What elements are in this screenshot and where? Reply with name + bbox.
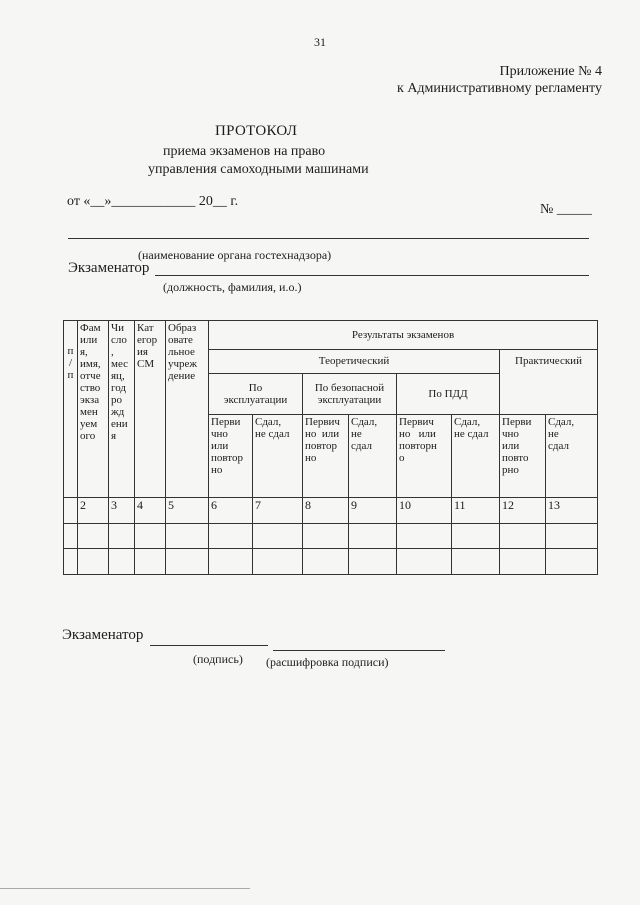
table-cell: 12 (500, 498, 546, 524)
exploitation-header: По эксплуатации (209, 374, 303, 415)
examiner-caption: (должность, фамилия, и.о.) (163, 280, 302, 294)
practical-passed: Сдал, не сдал (546, 414, 598, 498)
col-header-number: п / п (64, 321, 78, 498)
table-cell: 6 (209, 498, 253, 524)
org-line (68, 238, 589, 239)
practical-first-or-repeat: Перви чно или повто рно (500, 414, 546, 498)
safe-exploitation-header: По безопасной эксплуатации (303, 374, 397, 415)
expl-passed: Сдал, не сдал (253, 414, 303, 498)
exam-results-table (63, 320, 598, 575)
safe-passed: Сдал, не сдал (349, 414, 397, 498)
pdd-first-or-repeat: Первич но или повторн о (397, 414, 452, 498)
theoretical-header: Теоретический (209, 349, 500, 373)
protocol-subtitle-1: приема экзаменов на право (163, 144, 326, 159)
appendix-line-1: Приложение № 4 (499, 64, 602, 79)
expl-first-or-repeat: Перви чно или повтор но (209, 414, 253, 498)
org-caption: (наименование органа гостехнадзора) (138, 248, 332, 262)
signature-examiner-label: Экзаменатор (62, 627, 144, 643)
examiner-label: Экзаменатор (68, 260, 150, 276)
results-header: Результаты экзаменов (209, 321, 598, 350)
signature-decode-line (273, 650, 445, 651)
practical-header: Практический (500, 349, 598, 414)
table-cell: 2 (78, 498, 109, 524)
signature-caption: (подпись) (193, 652, 243, 666)
signature-decode-caption: (расшифровка подписи) (266, 655, 389, 669)
signature-line (150, 645, 268, 646)
table-cell: 13 (546, 498, 598, 524)
table-cell (64, 498, 78, 524)
examiner-line (155, 275, 589, 276)
col-header-name: Фам или я, имя, отче ство экза мен уем ого (78, 321, 109, 498)
table-cell: 11 (452, 498, 500, 524)
pdd-passed: Сдал, не сдал (452, 414, 500, 498)
scan-edge-line (0, 888, 250, 889)
table-cell: 5 (166, 498, 209, 524)
pdd-header: По ПДД (397, 374, 500, 415)
col-header-school: Образ овате льное учреж дение (166, 321, 209, 498)
table-cell: 7 (253, 498, 303, 524)
col-header-category: Кат егор ия СМ (135, 321, 166, 498)
table-cell: 9 (349, 498, 397, 524)
col-header-birthdate: Чи сло , мес яц, год ро жд ени я (109, 321, 135, 498)
page-number: 31 (314, 35, 326, 49)
table-cell: 4 (135, 498, 166, 524)
date-line: от «__»____________ 20__ г. (67, 194, 239, 209)
safe-first-or-repeat: Первич но или повтор но (303, 414, 349, 498)
table-cell: 3 (109, 498, 135, 524)
protocol-subtitle-2: управления самоходными машинами (148, 162, 369, 177)
column-number-row (64, 498, 598, 524)
table-cell: 8 (303, 498, 349, 524)
table-cell: 10 (397, 498, 452, 524)
table-row (64, 523, 598, 549)
table-row (64, 549, 598, 575)
appendix-line-2: к Административному регламенту (397, 81, 602, 96)
protocol-title: ПРОТОКОЛ (215, 123, 298, 139)
protocol-number-line: № _____ (540, 202, 592, 217)
